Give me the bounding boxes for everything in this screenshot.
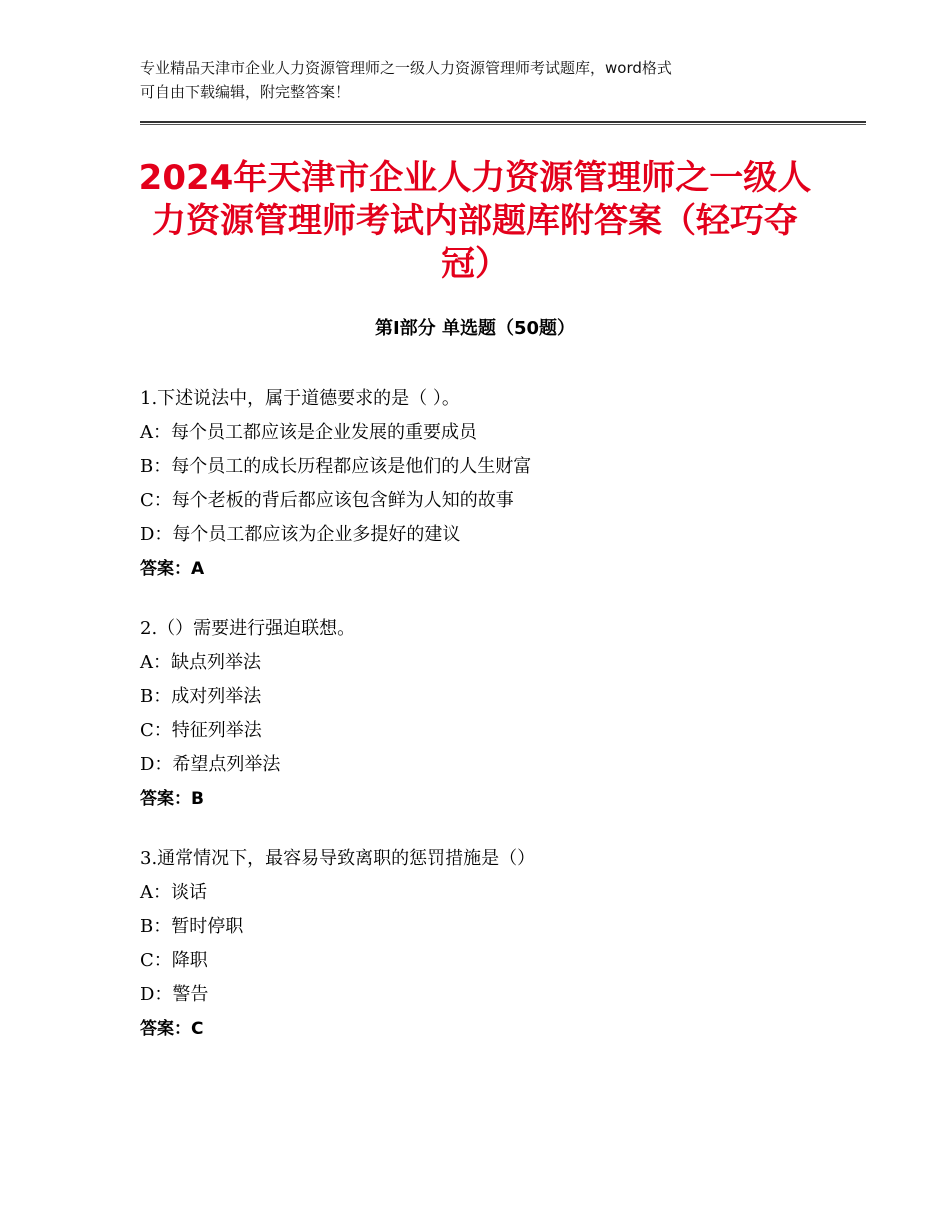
question-stem: 2.（）需要进行强迫联想。: [140, 618, 356, 639]
question-stem: 3.通常情况下，最容易导致离职的惩罚措施是（）: [140, 848, 536, 869]
option-b: B：成对列举法: [140, 686, 262, 707]
question-3: [140, 842, 840, 1046]
question-list: [140, 382, 840, 1072]
option-a: A：谈话: [140, 882, 207, 903]
option-d: D：每个员工都应该为企业多提好的建议: [140, 524, 461, 545]
section-title: 第Ⅰ部分 单选题（50题）: [374, 318, 575, 339]
question-stem: 1.下述说法中，属于道德要求的是（ ）。: [140, 388, 460, 409]
option-b: B：暂时停职: [140, 916, 244, 937]
option-d: D：警告: [140, 984, 209, 1005]
question-1: [140, 382, 840, 586]
document-title: [120, 157, 830, 286]
document-title-line2: 力资源管理师考试内部题库附答案（轻巧夺: [152, 201, 798, 241]
document-title-line3: 冠）: [441, 244, 509, 284]
answer: 答案：C: [140, 1019, 204, 1039]
question-2: [140, 612, 840, 816]
header-note: [140, 56, 820, 104]
header-note-line1: 专业精品天津市企业人力资源管理师之一级人力资源管理师考试题库，word格式: [140, 59, 672, 77]
header-divider: [140, 121, 866, 125]
option-d: D：希望点列举法: [140, 754, 281, 775]
answer: 答案：B: [140, 789, 204, 809]
option-c: C：每个老板的背后都应该包含鲜为人知的故事: [140, 490, 514, 511]
header-note-line2: 可自由下载编辑，附完整答案！: [140, 83, 351, 101]
option-a: A：每个员工都应该是企业发展的重要成员: [140, 422, 477, 443]
option-a: A：缺点列举法: [140, 652, 261, 673]
answer: 答案：A: [140, 559, 205, 579]
option-c: C：降职: [140, 950, 208, 971]
option-b: B：每个员工的成长历程都应该是他们的人生财富: [140, 456, 532, 477]
document-title-line1: 2024年天津市企业人力资源管理师之一级人: [138, 158, 812, 198]
option-c: C：特征列举法: [140, 720, 262, 741]
